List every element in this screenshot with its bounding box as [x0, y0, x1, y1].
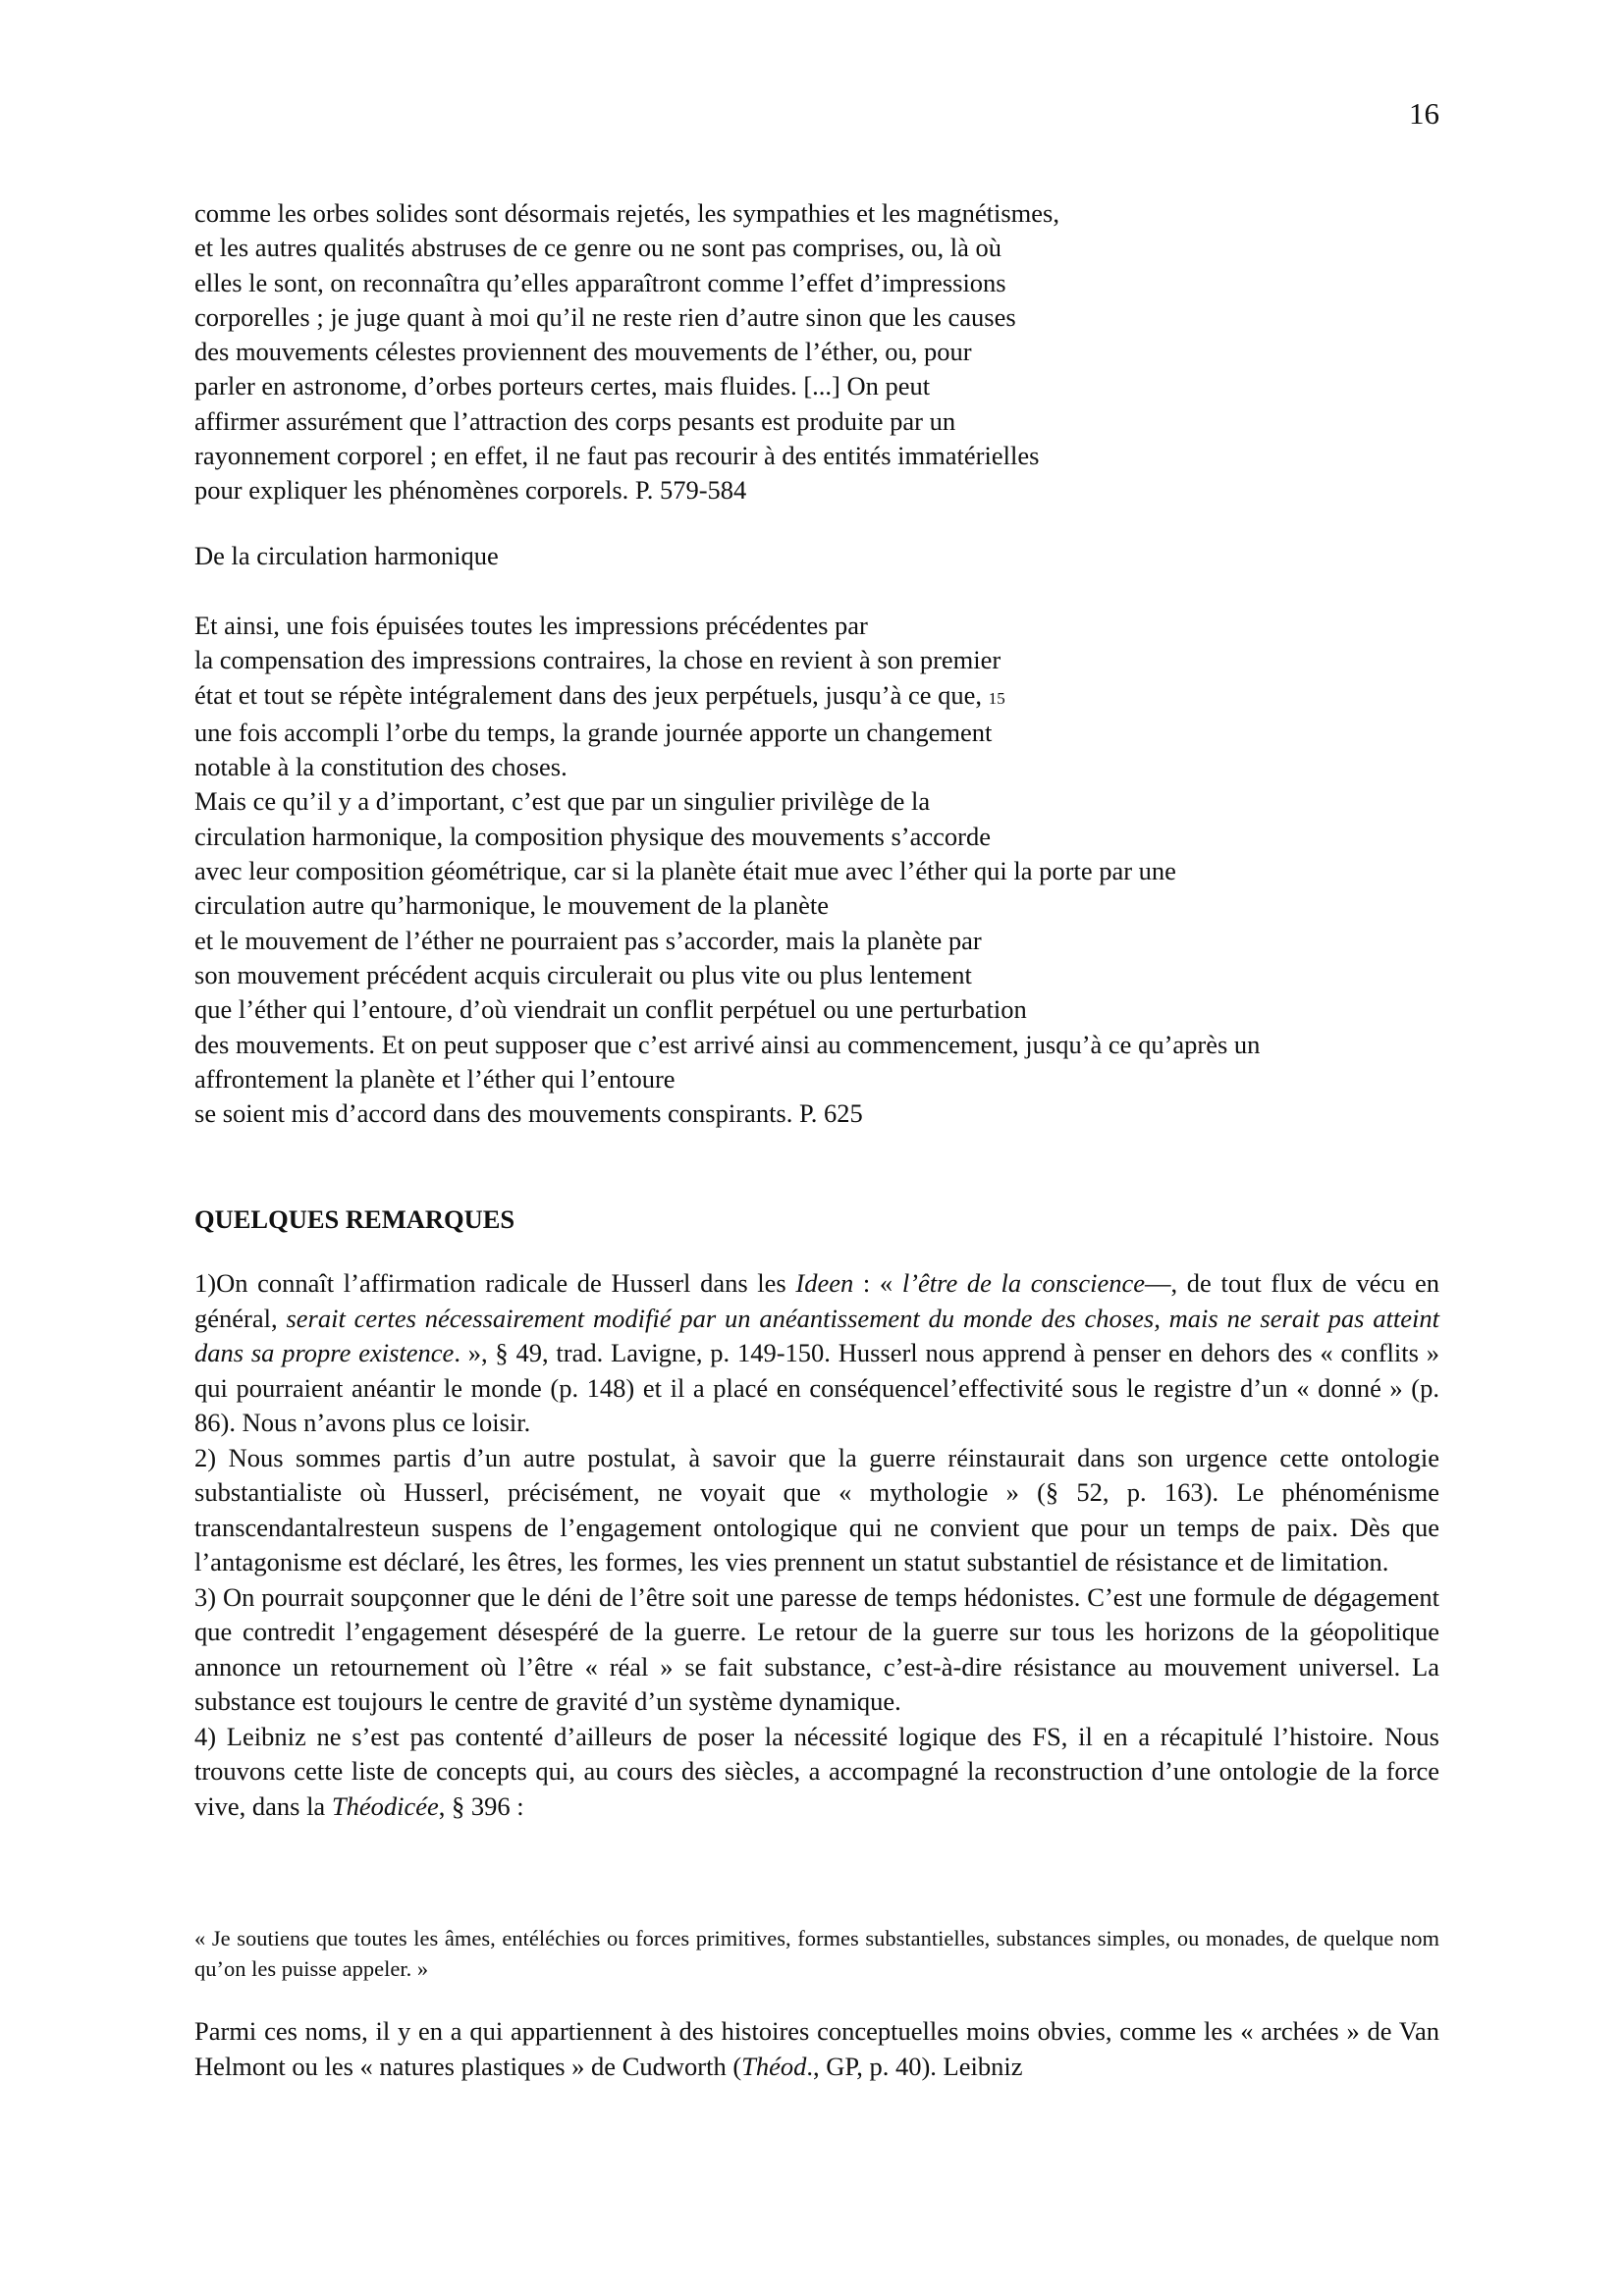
circulation-line: des mouvements. Et on peut supposer que c’est arrivé ainsi au commencement, jusqu’à ce qu’après un: [194, 1029, 1261, 1059]
conclusion-paragraph: [194, 2014, 1439, 2084]
circulation-line: une fois accompli l’orbe du temps, la grande journée apporte un changement: [194, 717, 993, 747]
remark-paragraph: [194, 1266, 1439, 1441]
conclusion-italic: Théod: [741, 2051, 807, 2081]
circulation-block: [194, 609, 1260, 1131]
circulation-line: avec leur composition géométrique, car si la planète était mue avec l’éther qui la porte par une: [194, 856, 1176, 886]
remark-italic: Théodicée: [331, 1790, 439, 1821]
circulation-line: que l’éther qui l’entoure, d’où viendrait un conflit perpétuel ou une perturbation: [194, 994, 1027, 1025]
circulation-line: circulation harmonique, la composition physique des mouvements s’accorde: [194, 821, 991, 851]
circulation-line: se soient mis d’accord dans des mouvements conspirants. P. 625: [194, 1098, 863, 1129]
remark-text: , § 396 :: [438, 1790, 524, 1821]
block-citation: « Je soutiens que toutes les âmes, entéléchies ou forces primitives, formes substantielles, substances simples, ou monades, de quelque nom qu’on les puisse appeler. »: [194, 1926, 1439, 1981]
quote-line: affirmer assurément que l’attraction des corps pesants est produite par un: [194, 405, 956, 436]
quote-line: des mouvements célestes proviennent des mouvements de l’éther, ou, pour: [194, 337, 972, 367]
quote-line: comme les orbes solides sont désormais rejetés, les sympathies et les magnétismes,: [194, 198, 1059, 228]
remark-paragraph: 2) Nous sommes partis d’un autre postulat, à savoir que la guerre réinstaurait dans son urgence cette ontologie substantialiste où Husserl, précisément, ne voyait que « mythologie » (§ 52, p. 163). Le phénoménisme transcendantalresteun suspens de l’engagement ontologique qui ne convient que pour un temps de paix. Dès que l’antagonisme est déclaré, les êtres, les formes, les vies prennent un statut substantiel de résistance et de limitation.: [194, 1442, 1439, 1576]
remark-italic: Ideen: [795, 1268, 854, 1298]
remark-text: . », § 49, trad. Lavigne, p. 149-150. Husserl nous apprend à penser en dehors des « conflits » qui pourraient anéantir le monde (p. 148) et il a placé en conséquencel’effectivité sous le registre d’un « donné » (p. 86). Nous n’avons plus ce loisir.: [194, 1338, 1439, 1437]
remark-italic: serait certes nécessairement modifié par un anéantissement du monde des choses, mais ne serait pas atteint dans sa propre existence: [194, 1303, 1439, 1367]
conclusion-text: ., GP, p. 40). Leibniz: [806, 2051, 1023, 2081]
circulation-line: notable à la constitution des choses.: [194, 752, 568, 782]
circulation-line: Mais ce qu’il y a d’important, c’est que par un singulier privilège de la: [194, 786, 931, 817]
circulation-line: affrontement la planète et l’éther qui l’entoure: [194, 1063, 676, 1094]
line-number-mark: 15: [988, 688, 1005, 708]
quote-line: pour expliquer les phénomènes corporels. P. 579-584: [194, 475, 747, 506]
circulation-line-text: état et tout se répète intégralement dans des jeux perpétuels, jusqu’à ce que,: [194, 679, 983, 710]
remark-italic: l’être de la conscience: [901, 1268, 1146, 1298]
remarks-section: [194, 1266, 1439, 1824]
remark-text: —, de tout flux de vécu en général,: [194, 1268, 1440, 1333]
quote-line: et les autres qualités abstruses de ce genre ou ne sont pas comprises, ou, là où: [194, 233, 1002, 263]
circulation-line: son mouvement précédent acquis circulerait ou plus vite ou plus lentement: [194, 959, 972, 989]
circulation-line: [194, 678, 1260, 716]
section-title: De la circulation harmonique: [194, 541, 499, 570]
quote-line: elles le sont, on reconnaîtra qu’elles apparaîtront comme l’effet d’impressions: [194, 267, 1006, 297]
section-heading: QUELQUES REMARQUES: [194, 1204, 515, 1234]
remark-paragraph: 3) On pourrait soupçonner que le déni de l’être soit une paresse de temps hédonistes. C’est une formule de dégagement que contredit l’engagement désespéré de la guerre. Le retour de la guerre sur tous les horizons de la géopolitique annonce un retournement où l’être « réal » se fait substance, c’est-à-dire résistance au mouvement universel. La substance est toujours le centre de gravité d’un système dynamique.: [194, 1581, 1439, 1716]
circulation-line: circulation autre qu’harmonique, le mouvement de la planète: [194, 890, 830, 921]
circulation-line: la compensation des impressions contraires, la chose en revient à son premier: [194, 645, 1001, 675]
remark-paragraph: [194, 1720, 1439, 1825]
quote-block: [194, 196, 1059, 508]
page-number: 16: [1409, 96, 1439, 131]
circulation-line: et le mouvement de l’éther ne pourraient pas s’accorder, mais la planète par: [194, 925, 982, 955]
remark-text: 4) Leibniz ne s’est pas contenté d’ailleurs de poser la nécessité logique des FS, il en a récapitulé l’histoire. Nous trouvons cette liste de concepts qui, au cours des siècles, a accompagné la reconstruction d’une ontologie de la force vive, dans la: [194, 1721, 1439, 1821]
conclusion-text: Parmi ces noms, il y en a qui appartiennent à des histoires conceptuelles moins obvies, comme les « archées » de Van Helmont ou les « natures plastiques » de Cudworth (: [194, 2016, 1439, 2081]
quote-line: corporelles ; je juge quant à moi qu’il ne reste rien d’autre sinon que les causes: [194, 301, 1016, 332]
circulation-line: Et ainsi, une fois épuisées toutes les impressions précédentes par: [194, 611, 868, 640]
quote-line: rayonnement corporel ; en effet, il ne faut pas recourir à des entités immatérielles: [194, 441, 1040, 471]
quote-line: parler en astronome, d’orbes porteurs certes, mais fluides. [...] On peut: [194, 371, 931, 401]
remark-text: : «: [853, 1268, 902, 1298]
remark-text: 1)On connaît l’affirmation radicale de Husserl dans les: [194, 1268, 796, 1298]
